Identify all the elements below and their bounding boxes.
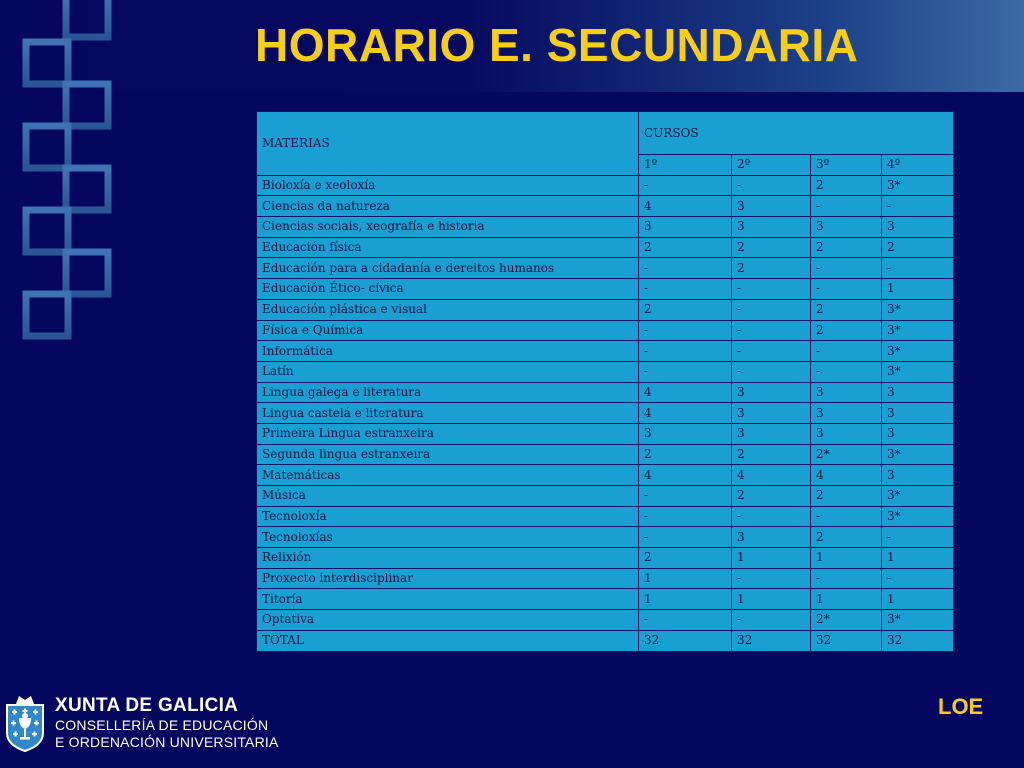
hours-cell: 4 — [639, 465, 732, 486]
hours-cell: 3* — [882, 175, 954, 196]
schedule-table — [256, 111, 954, 652]
course-level-1: 1º — [639, 155, 732, 176]
table-row — [257, 382, 954, 403]
course-level-2: 2º — [732, 155, 811, 176]
subject-cell: Segunda lingua estranxeira — [257, 444, 639, 465]
decorative-squares-pattern — [18, 0, 118, 345]
subject-cell: Educación física — [257, 237, 639, 258]
hours-cell: - — [639, 175, 732, 196]
hours-cell: 1 — [732, 589, 811, 610]
table-row — [257, 589, 954, 610]
table-row — [257, 299, 954, 320]
hours-cell: 3 — [639, 217, 732, 238]
hours-cell: 2 — [811, 237, 882, 258]
hours-cell: 4 — [811, 465, 882, 486]
hours-cell: 2 — [811, 175, 882, 196]
hours-cell: 1 — [811, 589, 882, 610]
hours-cell: 3 — [882, 217, 954, 238]
table-row — [257, 175, 954, 196]
hours-cell: 2 — [732, 258, 811, 279]
subjects-header: MATERIAS — [257, 112, 639, 176]
subject-cell: Optativa — [257, 610, 639, 631]
hours-cell: 3* — [882, 299, 954, 320]
hours-cell: 3 — [732, 217, 811, 238]
hours-cell: 32 — [811, 630, 882, 651]
hours-cell: 3 — [732, 403, 811, 424]
hours-cell: 2 — [639, 444, 732, 465]
hours-cell: 32 — [732, 630, 811, 651]
hours-cell: - — [732, 341, 811, 362]
hours-cell: 3 — [811, 382, 882, 403]
hours-cell: 3 — [732, 196, 811, 217]
hours-cell: 3 — [732, 382, 811, 403]
table-row — [257, 237, 954, 258]
subject-cell: Bioloxía e xeoloxía — [257, 175, 639, 196]
hours-cell: 2 — [811, 320, 882, 341]
subject-cell: Primeira Lingua estranxeira — [257, 423, 639, 444]
hours-cell: 1 — [811, 548, 882, 569]
hours-cell: 3* — [882, 361, 954, 382]
hours-cell: 3* — [882, 444, 954, 465]
subject-cell: Matemáticas — [257, 465, 639, 486]
hours-cell: - — [639, 527, 732, 548]
hours-cell: - — [811, 341, 882, 362]
hours-cell: 32 — [882, 630, 954, 651]
hours-cell: 2 — [639, 237, 732, 258]
table-row — [257, 423, 954, 444]
subject-cell: Tecnoloxías — [257, 527, 639, 548]
hours-cell: 3* — [882, 341, 954, 362]
hours-cell: 32 — [639, 630, 732, 651]
hours-cell: 3 — [882, 382, 954, 403]
hours-cell: - — [811, 361, 882, 382]
table-row — [257, 630, 954, 651]
hours-cell: 3 — [732, 527, 811, 548]
subject-cell: Informática — [257, 341, 639, 362]
table-row — [257, 506, 954, 527]
hours-cell: 2* — [811, 610, 882, 631]
hours-cell: 3* — [882, 320, 954, 341]
hours-cell: 3* — [882, 506, 954, 527]
hours-cell: 3 — [811, 217, 882, 238]
hours-cell: - — [882, 527, 954, 548]
subject-cell: Proxecto interdisciplinar — [257, 568, 639, 589]
hours-cell: - — [639, 279, 732, 300]
subject-cell: Educación para a cidadanía e dereitos humanos — [257, 258, 639, 279]
subject-cell: Lingua castelá e literatura — [257, 403, 639, 424]
table-row — [257, 568, 954, 589]
table-row — [257, 217, 954, 238]
table-row — [257, 258, 954, 279]
hours-cell: 3* — [882, 486, 954, 507]
hours-cell: 1 — [882, 589, 954, 610]
hours-cell: - — [732, 175, 811, 196]
ministry-line-1: CONSELLERÍA DE EDUCACIÓN — [55, 717, 269, 733]
hours-cell: - — [639, 258, 732, 279]
hours-cell: 3 — [639, 423, 732, 444]
hours-cell: - — [732, 299, 811, 320]
hours-cell: 1 — [882, 279, 954, 300]
subject-cell: Física e Química — [257, 320, 639, 341]
hours-cell: 3* — [882, 610, 954, 631]
hours-cell: - — [811, 196, 882, 217]
hours-cell: - — [732, 320, 811, 341]
hours-cell: 4 — [639, 403, 732, 424]
subject-cell: Ciencias sociais, xeografía e historia — [257, 217, 639, 238]
hours-cell: - — [811, 279, 882, 300]
hours-cell: 2 — [811, 527, 882, 548]
table-header-row — [257, 112, 954, 155]
subject-cell: Ciencias da natureza — [257, 196, 639, 217]
loe-label: LOE — [938, 694, 984, 719]
table-row — [257, 444, 954, 465]
hours-cell: - — [732, 506, 811, 527]
hours-cell: 3 — [811, 423, 882, 444]
hours-cell: - — [639, 361, 732, 382]
hours-cell: 1 — [639, 568, 732, 589]
ministry-line-2: E ORDENACIÓN UNIVERSITARIA — [55, 734, 279, 750]
hours-cell: 2 — [732, 444, 811, 465]
footer-institution — [55, 695, 279, 751]
hours-cell: - — [882, 196, 954, 217]
hours-cell: 3 — [811, 403, 882, 424]
table-row — [257, 403, 954, 424]
course-level-4: 4º — [882, 155, 954, 176]
hours-cell: - — [732, 568, 811, 589]
table-row — [257, 341, 954, 362]
hours-cell: 4 — [732, 465, 811, 486]
hours-cell: - — [639, 506, 732, 527]
table-row — [257, 527, 954, 548]
subject-cell: Música — [257, 486, 639, 507]
subject-cell: Latín — [257, 361, 639, 382]
hours-cell: 2 — [639, 299, 732, 320]
courses-header: CURSOS — [639, 112, 954, 155]
hours-cell: - — [639, 320, 732, 341]
table-row — [257, 610, 954, 631]
hours-cell: 2 — [882, 237, 954, 258]
hours-cell: 4 — [639, 196, 732, 217]
subject-cell: TOTAL — [257, 630, 639, 651]
hours-cell: 1 — [732, 548, 811, 569]
hours-cell: - — [882, 568, 954, 589]
hours-cell: - — [732, 361, 811, 382]
hours-cell: 1 — [639, 589, 732, 610]
hours-cell: - — [639, 610, 732, 631]
table-row — [257, 196, 954, 217]
subject-cell: Educación plástica e visual — [257, 299, 639, 320]
hours-cell: 3 — [732, 423, 811, 444]
hours-cell: - — [639, 341, 732, 362]
hours-cell: - — [732, 279, 811, 300]
hours-cell: - — [732, 610, 811, 631]
hours-cell: 2 — [732, 486, 811, 507]
hours-cell: 3 — [882, 423, 954, 444]
page-title: HORARIO E. SECUNDARIA — [255, 19, 859, 71]
hours-cell: 4 — [639, 382, 732, 403]
hours-cell: - — [811, 568, 882, 589]
subject-cell: Relixión — [257, 548, 639, 569]
table-row — [257, 320, 954, 341]
hours-cell: - — [811, 506, 882, 527]
hours-cell: 3 — [882, 403, 954, 424]
hours-cell: 2 — [639, 548, 732, 569]
hours-cell: 3 — [882, 465, 954, 486]
table-row — [257, 486, 954, 507]
subject-cell: Titoría — [257, 589, 639, 610]
hours-cell: 2 — [811, 299, 882, 320]
subject-cell: Educación Ético- cívica — [257, 279, 639, 300]
hours-cell: 2 — [732, 237, 811, 258]
course-level-3: 3º — [811, 155, 882, 176]
brand-name: XUNTA DE GALICIA — [55, 695, 239, 716]
hours-cell: - — [639, 486, 732, 507]
hours-cell: 2* — [811, 444, 882, 465]
hours-cell: 1 — [882, 548, 954, 569]
subject-cell: Lingua galega e literatura — [257, 382, 639, 403]
table-row — [257, 279, 954, 300]
table-row — [257, 361, 954, 382]
xunta-crest-logo — [4, 693, 46, 753]
table-row — [257, 548, 954, 569]
table-row — [257, 465, 954, 486]
hours-cell: - — [882, 258, 954, 279]
hours-cell: 2 — [811, 486, 882, 507]
subject-cell: Tecnoloxía — [257, 506, 639, 527]
hours-cell: - — [811, 258, 882, 279]
